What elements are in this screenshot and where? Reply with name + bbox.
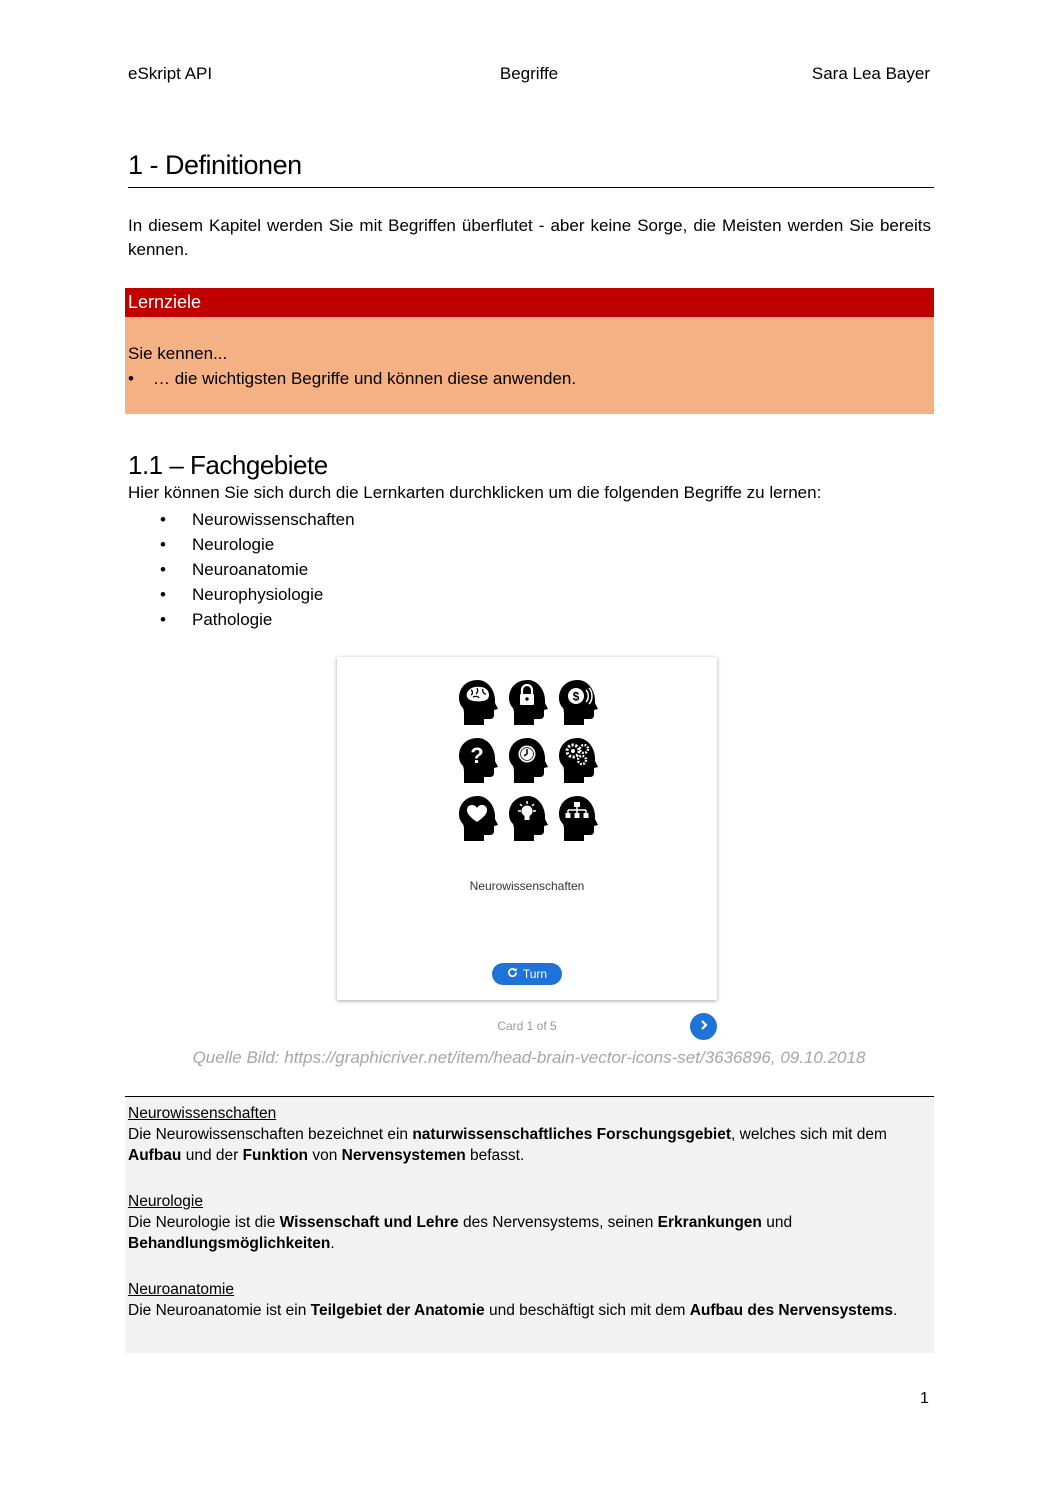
topic-list-item bbox=[160, 557, 355, 582]
bullet-icon: • bbox=[160, 535, 166, 554]
money-icon bbox=[553, 673, 603, 731]
hierarchy-icon bbox=[553, 789, 603, 847]
definition-keyword: Funktion bbox=[242, 1147, 309, 1164]
definition-text bbox=[128, 1300, 931, 1321]
topic-list bbox=[160, 507, 355, 632]
definition-title: Neuroanatomie bbox=[128, 1281, 234, 1298]
definition-keyword: Erkrankungen bbox=[657, 1214, 762, 1231]
brain-icon bbox=[453, 673, 503, 731]
definition-title: Neurologie bbox=[128, 1193, 203, 1210]
definition-run: befasst. bbox=[465, 1147, 525, 1164]
definition-text bbox=[128, 1212, 931, 1254]
topic-label: Pathologie bbox=[192, 610, 273, 629]
lernziele-bullet-text: … die wichtigsten Begriffe und können diese anwenden. bbox=[153, 369, 577, 388]
flashcard[interactable] bbox=[337, 657, 717, 1000]
topic-list-item bbox=[160, 582, 355, 607]
clock-icon bbox=[503, 731, 553, 789]
topic-list-item bbox=[160, 532, 355, 557]
definition-keyword: Aufbau des Nervensystems bbox=[689, 1302, 893, 1319]
head-icons-grid bbox=[453, 673, 603, 849]
definition-keyword: Nervensystemen bbox=[341, 1147, 466, 1164]
definition-run: , welches sich mit dem bbox=[731, 1126, 887, 1143]
chapter-intro: In diesem Kapitel werden Sie mit Begriffen überflutet - aber keine Sorge, die Meisten werden Sie bereits kennen. bbox=[128, 216, 931, 259]
definition-run: des Nervensystems, seinen bbox=[458, 1214, 658, 1231]
bullet-icon: • bbox=[160, 560, 166, 579]
definition-run: Die Neurologie ist die bbox=[128, 1214, 280, 1231]
definition-keyword: Aufbau bbox=[128, 1147, 182, 1164]
definition-run: und bbox=[761, 1214, 793, 1231]
definition-title: Neurowissenschaften bbox=[128, 1105, 277, 1122]
bullet-icon: • bbox=[128, 369, 134, 388]
chevron-right-icon bbox=[698, 1018, 710, 1036]
definition-run: . bbox=[893, 1302, 898, 1319]
topic-list-item bbox=[160, 607, 355, 632]
definition-run: und beschäftigt sich mit dem bbox=[484, 1302, 690, 1319]
flashcard-label: Neurowissenschaften bbox=[469, 879, 585, 893]
turn-button-label: Turn bbox=[522, 967, 548, 981]
svg-text:?: ? bbox=[470, 743, 484, 768]
definition-keyword: Wissenschaft und Lehre bbox=[279, 1214, 459, 1231]
definition-keyword: Behandlungsmöglichkeiten bbox=[128, 1235, 331, 1252]
definition-run: . bbox=[330, 1235, 335, 1252]
definition-item bbox=[128, 1279, 931, 1321]
topic-list-item bbox=[160, 507, 355, 532]
topic-label: Neuroanatomie bbox=[192, 560, 309, 579]
definition-item bbox=[128, 1103, 931, 1166]
turn-button[interactable] bbox=[492, 963, 562, 985]
topic-label: Neurophysiologie bbox=[192, 585, 324, 604]
definition-keyword: Teilgebiet der Anatomie bbox=[310, 1302, 485, 1319]
lightbulb-icon bbox=[503, 789, 553, 847]
definition-run: und der bbox=[181, 1147, 243, 1164]
lernziele-bullet bbox=[128, 366, 931, 391]
definition-run: Die Neuroanatomie ist ein bbox=[128, 1302, 311, 1319]
definition-run: von bbox=[308, 1147, 342, 1164]
section-title: 1.1 – Fachgebiete bbox=[128, 450, 328, 480]
definition-item bbox=[128, 1191, 931, 1254]
lock-icon bbox=[503, 673, 553, 731]
lernziele-lead: Sie kennen... bbox=[128, 344, 228, 363]
image-caption: Quelle Bild: https://graphicriver.net/item/head-brain-vector-icons-set/3636896, 09.10.2018 bbox=[192, 1048, 866, 1067]
bullet-icon: • bbox=[160, 585, 166, 604]
lernziele-body bbox=[125, 317, 934, 414]
topic-label: Neurowissenschaften bbox=[192, 510, 355, 529]
lernziele-header: Lernziele bbox=[125, 288, 934, 317]
definitions-box bbox=[125, 1096, 934, 1353]
heart-icon bbox=[453, 789, 503, 847]
bullet-icon: • bbox=[160, 510, 166, 529]
bullet-icon: • bbox=[160, 610, 166, 629]
question-icon bbox=[453, 731, 503, 789]
page-number: 1 bbox=[920, 1390, 929, 1407]
definition-keyword: naturwissenschaftliches Forschungsgebiet bbox=[412, 1126, 732, 1143]
section-subtitle: Hier können Sie sich durch die Lernkarten durchklicken um die folgenden Begriffe zu lernen: bbox=[128, 483, 822, 502]
next-card-button[interactable] bbox=[690, 1013, 717, 1040]
header-left: eSkript API bbox=[128, 64, 213, 83]
header-right: Sara Lea Bayer bbox=[811, 64, 930, 83]
svg-text:$: $ bbox=[572, 689, 580, 704]
refresh-icon bbox=[507, 967, 518, 981]
header-center: Begriffe bbox=[499, 64, 559, 83]
card-counter: Card 1 of 5 bbox=[497, 1019, 557, 1033]
topic-label: Neurologie bbox=[192, 535, 275, 554]
definition-run: Die Neurowissenschaften bezeichnet ein bbox=[128, 1126, 413, 1143]
chapter-title: 1 - Definitionen bbox=[128, 150, 934, 188]
definition-text bbox=[128, 1124, 931, 1166]
gears-icon bbox=[553, 731, 603, 789]
